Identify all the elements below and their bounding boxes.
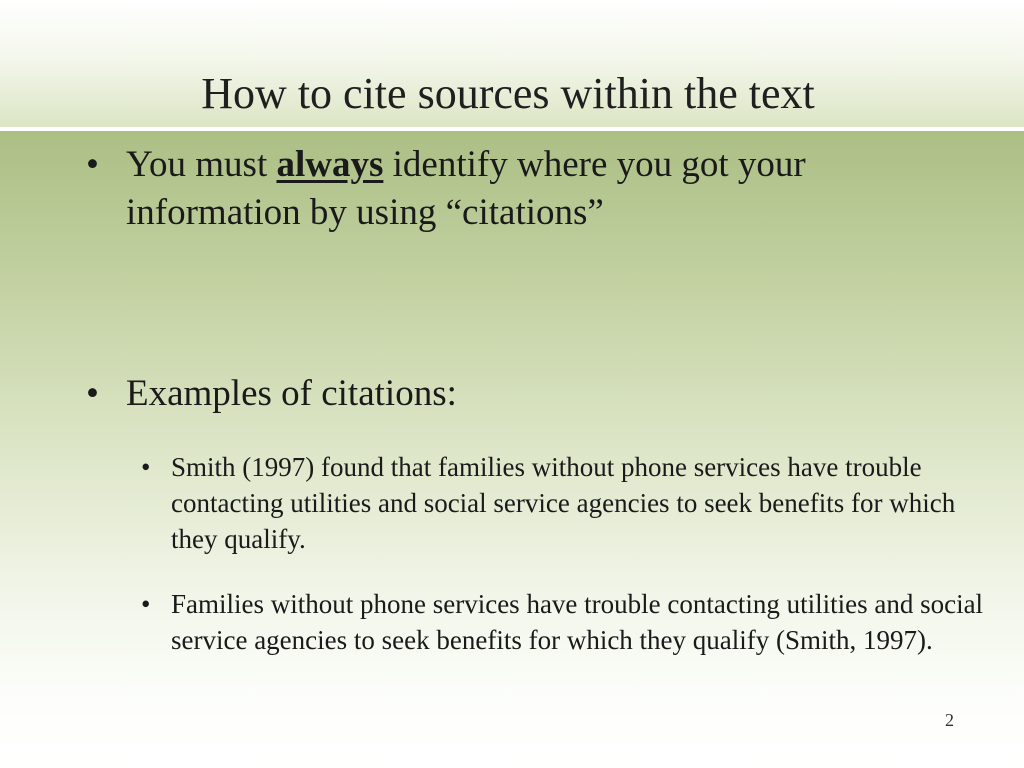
bullet-text: Examples of citations:: [126, 373, 457, 414]
sub-bullet-narrative-citation: [137, 449, 997, 557]
sub-bullet-marker: •: [141, 589, 151, 619]
page-number: 2: [945, 710, 954, 730]
bullet-always-cite: [82, 141, 972, 237]
slide-title: How to cite sources within the text: [201, 69, 815, 118]
bullet-marker: •: [86, 373, 99, 414]
sub-bullet-text: Families without phone services have trouble contacting utilities and social service agencies to seek benefits for which they qualify (Smith, 1997).: [171, 589, 984, 655]
bullet-examples: [82, 370, 972, 418]
bullet-text-post: identify where you got your information by using “citations”: [126, 144, 806, 233]
bullet-text-pre: You must: [126, 144, 268, 185]
sub-bullet-parenthetical-citation: [137, 586, 997, 658]
sub-bullet-marker: •: [141, 452, 151, 482]
bullet-marker: •: [86, 144, 99, 185]
bullet-text-emphasis: always: [276, 144, 384, 185]
sub-bullet-text: Smith (1997) found that families without phone services have trouble contacting utilities and social service agencies to seek benefits for which they qualify.: [171, 452, 956, 554]
